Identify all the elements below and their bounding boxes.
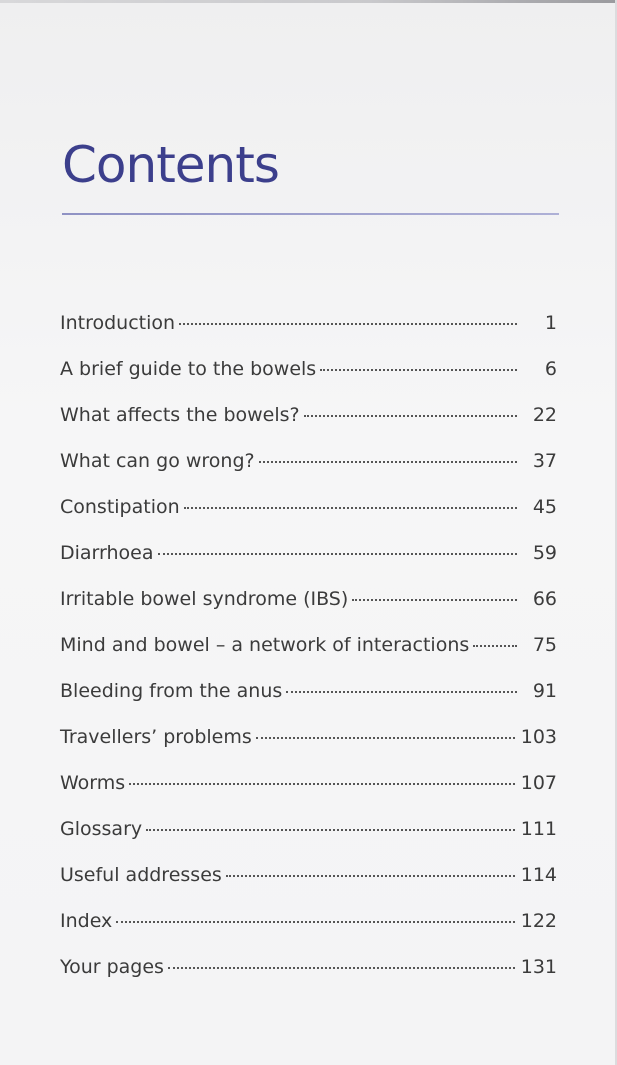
toc-entry[interactable] bbox=[60, 910, 557, 956]
toc-entry-page: 45 bbox=[532, 496, 557, 518]
toc-entry-page: 1 bbox=[544, 312, 557, 334]
toc-entry-title: Worms bbox=[60, 772, 126, 794]
toc-dot-leader bbox=[179, 323, 517, 325]
toc-dot-leader bbox=[129, 783, 515, 785]
toc-entry-title: Travellers’ problems bbox=[60, 726, 252, 748]
toc-dot-leader bbox=[320, 369, 517, 371]
toc-entry-title: Irritable bowel syndrome (IBS) bbox=[60, 588, 349, 610]
page-top-edge bbox=[0, 0, 617, 3]
toc-entry-title: What affects the bowels? bbox=[60, 404, 300, 426]
toc-dot-leader bbox=[184, 507, 517, 509]
toc-entry[interactable] bbox=[60, 450, 557, 496]
toc-dot-leader bbox=[116, 921, 514, 923]
toc-entry[interactable] bbox=[60, 496, 557, 542]
toc-entry-page: 66 bbox=[532, 588, 557, 610]
toc-entry[interactable] bbox=[60, 956, 557, 1002]
toc-entry-title: Glossary bbox=[60, 818, 143, 840]
toc-entry-title: Mind and bowel – a network of interactions bbox=[60, 634, 470, 656]
toc-entry-title: Constipation bbox=[60, 496, 180, 518]
toc-entry[interactable] bbox=[60, 358, 557, 404]
toc-entry[interactable] bbox=[60, 588, 557, 634]
toc-dot-leader bbox=[286, 691, 517, 693]
page-title: Contents bbox=[62, 136, 279, 194]
toc-dot-leader bbox=[473, 645, 517, 647]
toc-dot-leader bbox=[304, 415, 517, 417]
toc-entry-page: 75 bbox=[532, 634, 557, 656]
toc-dot-leader bbox=[158, 553, 517, 555]
toc-entry[interactable] bbox=[60, 726, 557, 772]
toc-entry-page: 114 bbox=[520, 864, 557, 886]
toc-entry-page: 59 bbox=[532, 542, 557, 564]
toc-entry-title: Your pages bbox=[60, 956, 164, 978]
toc-entry[interactable] bbox=[60, 634, 557, 680]
toc-entry-title: Diarrhoea bbox=[60, 542, 154, 564]
toc-entry[interactable] bbox=[60, 404, 557, 450]
toc-entry-page: 103 bbox=[520, 726, 557, 748]
toc-entry[interactable] bbox=[60, 772, 557, 818]
toc-entry-page: 122 bbox=[520, 910, 557, 932]
toc-entry-title: A brief guide to the bowels bbox=[60, 358, 317, 380]
toc-entry-page: 131 bbox=[520, 956, 557, 978]
toc-dot-leader bbox=[146, 829, 515, 831]
toc-dot-leader bbox=[259, 461, 517, 463]
toc-entry-title: What can go wrong? bbox=[60, 450, 255, 472]
toc-entry-title: Index bbox=[60, 910, 113, 932]
table-of-contents bbox=[60, 312, 557, 1002]
toc-entry[interactable] bbox=[60, 818, 557, 864]
toc-entry[interactable] bbox=[60, 312, 557, 358]
toc-entry[interactable] bbox=[60, 542, 557, 588]
toc-entry-page: 111 bbox=[520, 818, 557, 840]
toc-entry[interactable] bbox=[60, 680, 557, 726]
toc-entry-title: Introduction bbox=[60, 312, 176, 334]
toc-entry-page: 37 bbox=[532, 450, 557, 472]
toc-dot-leader bbox=[226, 875, 515, 877]
toc-entry[interactable] bbox=[60, 864, 557, 910]
toc-entry-page: 107 bbox=[520, 772, 557, 794]
toc-dot-leader bbox=[168, 967, 515, 969]
toc-dot-leader bbox=[256, 737, 515, 739]
toc-entry-page: 22 bbox=[532, 404, 557, 426]
toc-dot-leader bbox=[352, 599, 517, 601]
toc-entry-page: 91 bbox=[532, 680, 557, 702]
toc-entry-page: 6 bbox=[544, 358, 557, 380]
toc-entry-title: Useful addresses bbox=[60, 864, 222, 886]
toc-entry-title: Bleeding from the anus bbox=[60, 680, 283, 702]
title-underline bbox=[62, 213, 559, 215]
